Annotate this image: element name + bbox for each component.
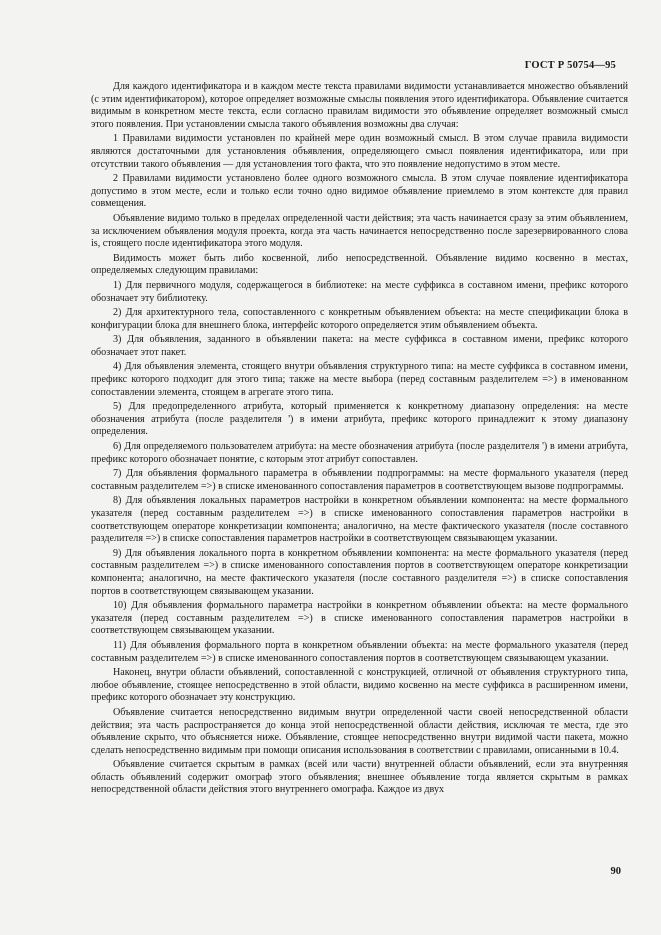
body-text (91, 81, 628, 799)
paragraph: Объявление считается скрытым в рамках (всей или части) внутренней области объявлений, если эта внутренняя область объявлений содержит омограф этого объявления; внешнее объявление тогда является скрытым в рамках непосредственной области действия этого внутреннего омографа. Каждое из двух (91, 759, 628, 796)
paragraph: 6) Для определяемого пользователем атрибута: на месте обозначения атрибута (после разделителя ') в имени атрибута, префикс которого обозначает понятие, с которым этот атрибут сопоставлен. (91, 441, 628, 465)
paragraph: 11) Для объявления формального порта в конкретном объявлении объекта: на месте формального указателя (перед составным разделителем =>) в списке именованного сопоставления портов в соответствующем связывающем указании. (91, 639, 628, 664)
paragraph: Для каждого идентификатора и в каждом месте текста правилами видимости устанавливается множество объявлений (с этим идентификатором), которое определяет возможные смыслы появления этого идентификатора. Объявление считается видимым в конкретном месте текста, если согласно правилам видимости это объявление определяет возможный смысл этого появления. При установлении смысла такого объявления возможны два случая: (91, 81, 628, 130)
document-code: ГОСТ Р 50754—95 (524, 60, 616, 71)
page-number: 90 (610, 866, 621, 877)
paragraph: 8) Для объявления локальных параметров настройки в конкретном объявлении компонента: на месте формального указателя (перед составным разделителем =>) в списке именованного сопоставления параметров настройки в соответствующем операторе конкретизации компонента; аналогично, на месте фактического указателя (после составного разделителя =>) в списке сопоставления параметров настройки в соответствующем связывающем указании. (91, 495, 628, 545)
paragraph: 1) Для первичного модуля, содержащегося в библиотеке: на месте суффикса в составном имени, префикс которого обозначает эту библиотеку. (91, 279, 628, 304)
paragraph: Видимость может быть либо косвенной, либо непосредственной. Объявление видимо косвенно в местах, определяемых следующим правилами: (91, 252, 628, 277)
paragraph: 1 Правилами видимости установлен по крайней мере один возможный смысл. В этом случае правила видимости являются достаточными для установления объявления, определяющего смысл появления идентификатора, или при отсутствии такого объявления — для установления того факта, что это появление недопустимо в этом месте. (91, 133, 628, 170)
paragraph: 2 Правилами видимости установлено более одного возможного смысла. В этом случае появление идентификатора допустимо в этом месте, если и только если точно одно видимое объявление приемлемо в этом контексте для правил совмещения. (91, 173, 628, 210)
paragraph: Объявление считается непосредственно видимым внутри определенной части своей непосредственной области действия; эта часть распространяется до конца этой непосредственной области действия, исключая те места, где это объявление скрыто, что объясняется ниже. Объявление, стоящее непосредственно внутри видимой части пакета, можно сделать непосредственно видимым при помощи описания использования в соответствии с правилами, описанными в 10.4. (91, 706, 628, 756)
paragraph: Наконец, внутри области объявлений, сопоставленной с конструкцией, отличной от объявления структурного типа, любое объявление, стоящее непосредственно в этой области, видимо косвенно на месте суффикса в расширенном имени, префикс которого обозначает эту конструкцию. (91, 667, 628, 704)
paragraph: Объявление видимо только в пределах определенной части действия; эта часть начинается сразу за этим объявлением, за исключением объявления модуля проекта, когда эта часть начинается непосредственно после зарезервированного слова is, стоящего после идентификатора этого модуля. (91, 212, 628, 250)
paragraph: 2) Для архитектурного тела, сопоставленного с конкретным объявлением объекта: на месте спецификации блока в конфигурации блока для внешнего блока, интерфейс которого определяется этим объявлением объекта. (91, 307, 628, 331)
paragraph: 4) Для объявления элемента, стоящего внутри объявления структурного типа: на месте суффикса в составном имени, префикс которого подходит для этого типа; также на месте выбора (перед составным разделителем =>) в именованном сопоставлении элемента, стоящем в агрегате этого типа. (91, 361, 628, 398)
paragraph: 5) Для предопределенного атрибута, который применяется к конкретному диапазону определения: на месте обозначения атрибута (после разделителя ') в имени атрибута, префикс которого принадлежит к этому диапазону определения. (91, 401, 628, 438)
paragraph: 10) Для объявления формального параметра настройки в конкретном объявлении объекта: на месте формального указателя (перед составным разделителем =>) в списке именованного сопоставления параметров настройки в соответствующем связывающем указании. (91, 600, 628, 637)
paragraph: 9) Для объявления локального порта в конкретном объявлении компонента: на месте формального указателя (перед составным разделителем =>) в списке именованного сопоставления портов в соответствующем операторе конкретизации компонента; аналогично, на месте фактического указателя (после составного разделителя =>) в списке сопоставления портов в соответствующем связывающем указании. (91, 547, 628, 597)
paragraph: 7) Для объявления формального параметра в объявлении подпрограммы: на месте формального указателя (перед составным разделителем =>) в списке именованного сопоставления параметров в соответствующем вызове подпрограммы. (91, 468, 628, 492)
paragraph: 3) Для объявления, заданного в объявлении пакета: на месте суффикса в составном имени, префикс которого обозначает этот пакет. (91, 334, 628, 358)
